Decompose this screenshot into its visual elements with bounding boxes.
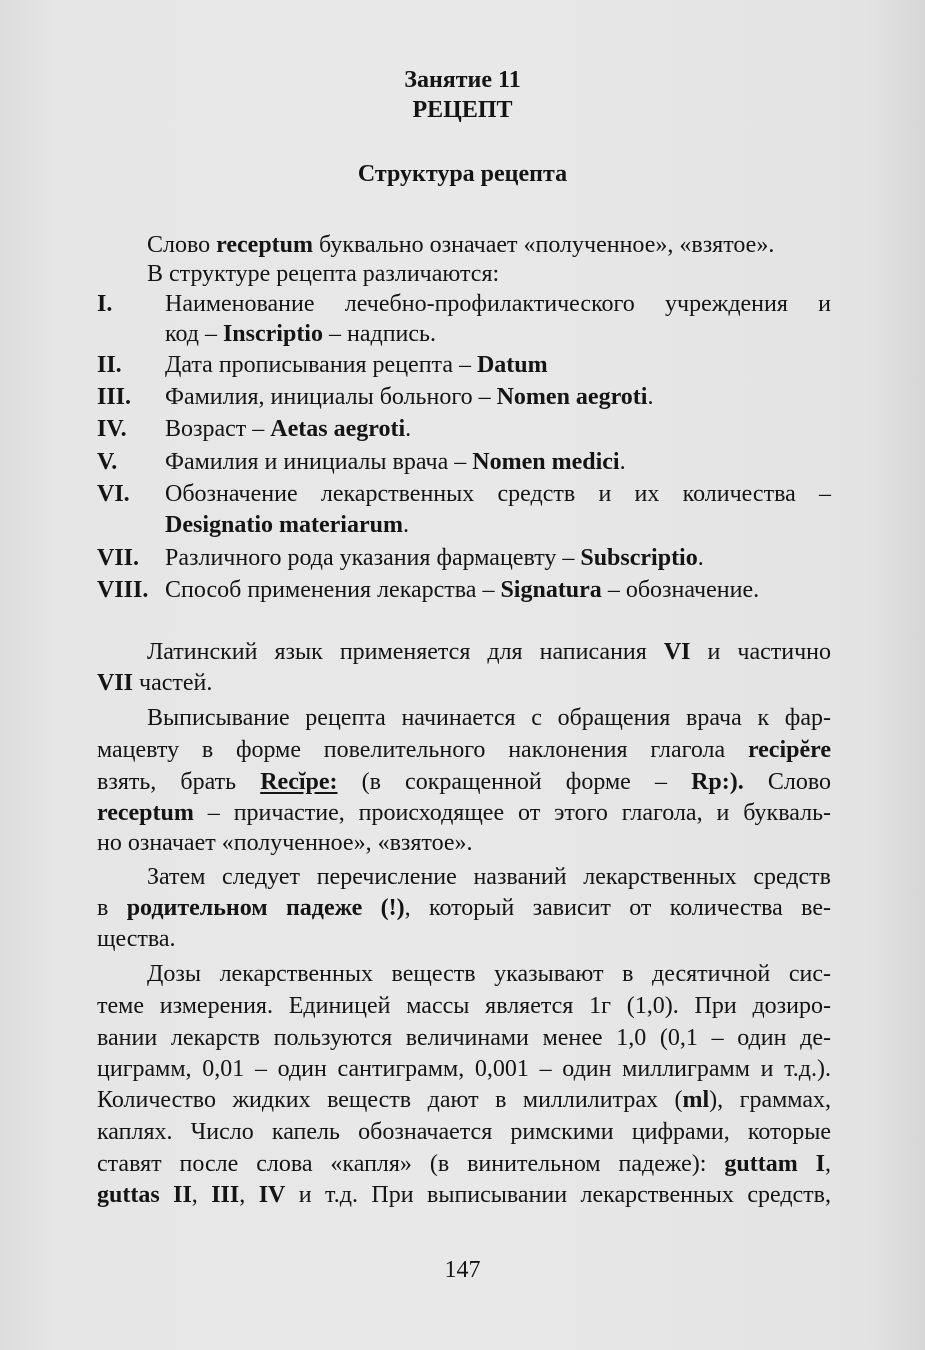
item-number: VIII. — [97, 577, 149, 603]
item-number: VI. — [97, 481, 130, 507]
paragraph-line: но означает «полученное», «взятое». — [97, 830, 473, 856]
item-text: Наименование лечебно-профилактического учреждения и — [165, 291, 831, 317]
item-text: Возраст – Aetas aegroti. — [165, 416, 412, 442]
paragraph-line: guttas II, III, IV и т.д. При выписывании лекарственных средств, — [97, 1182, 832, 1208]
section-heading: Структура рецепта — [357, 161, 568, 187]
item-text: Дата прописывания рецепта – Datum — [165, 352, 548, 378]
item-number: IV. — [97, 416, 127, 442]
paragraph-line: щества. — [97, 926, 176, 952]
topic-heading: РЕЦЕПТ — [412, 97, 513, 123]
paragraph-line: взять, брать Recĭpe: (в сокращенной форме – Rp:). Слово — [97, 769, 832, 795]
page-number: 147 — [444, 1257, 481, 1283]
paragraph-line: receptum – причастие, происходящее от этого глагола, и букваль- — [97, 800, 831, 826]
paragraph-line: Количество жидких веществ дают в миллилитрах (ml), граммах, — [97, 1087, 831, 1113]
paragraph-line: мацевту в форме повелительного наклонения глагола recipĕre — [97, 737, 831, 763]
item-text: Различного рода указания фармацевту – Subscriptio. — [165, 545, 704, 571]
item-text: Designatio materiarum. — [165, 512, 409, 538]
lesson-heading: Занятие 11 — [404, 67, 521, 93]
item-text: Обозначение лекарственных средств и их количества – — [165, 481, 831, 507]
paragraph-line: вании лекарств пользуются величинами менее 1,0 (0,1 – один де- — [97, 1025, 831, 1051]
paragraph-line: циграмм, 0,01 – один сантиграмм, 0,001 – один миллиграмм и т.д.). — [97, 1056, 831, 1082]
intro-line-1: Слово receptum буквально означает «полученное», «взятое». — [147, 232, 775, 258]
item-number: VII. — [97, 545, 140, 571]
item-text: Фамилия и инициалы врача – Nomen medici. — [165, 449, 626, 475]
paragraph-line: Выписывание рецепта начинается с обращения врача к фар- — [147, 705, 831, 731]
item-text: Способ применения лекарства – Signatura – обозначение. — [165, 577, 760, 603]
paragraph-line: Латинский язык применяется для написания VI и частично — [147, 639, 831, 665]
paragraph-line: каплях. Число капель обозначается римскими цифрами, которые — [97, 1119, 831, 1145]
item-number: V. — [97, 449, 118, 475]
paragraph-line: ставят после слова «капля» (в винительном падеже): guttam I, — [97, 1151, 831, 1177]
paragraph-line: VII частей. — [97, 670, 213, 696]
item-number: III. — [97, 384, 132, 410]
paragraph-line: теме измерения. Единицей массы является 1г (1,0). При дозиро- — [97, 993, 831, 1019]
item-text: Фамилия, инициалы больного – Nomen aegroti. — [165, 384, 654, 410]
paragraph-line: Затем следует перечисление названий лекарственных средств — [147, 864, 831, 890]
item-number: I. — [97, 291, 113, 317]
paragraph-line: в родительном падеже (!), который зависит от количества ве- — [97, 895, 832, 921]
item-number: II. — [97, 352, 122, 378]
paragraph-line: Дозы лекарственных веществ указывают в десятичной сис- — [147, 961, 831, 987]
item-text: код – Inscriptio – надпись. — [165, 321, 436, 347]
intro-line-2: В структуре рецепта различаются: — [147, 261, 500, 287]
